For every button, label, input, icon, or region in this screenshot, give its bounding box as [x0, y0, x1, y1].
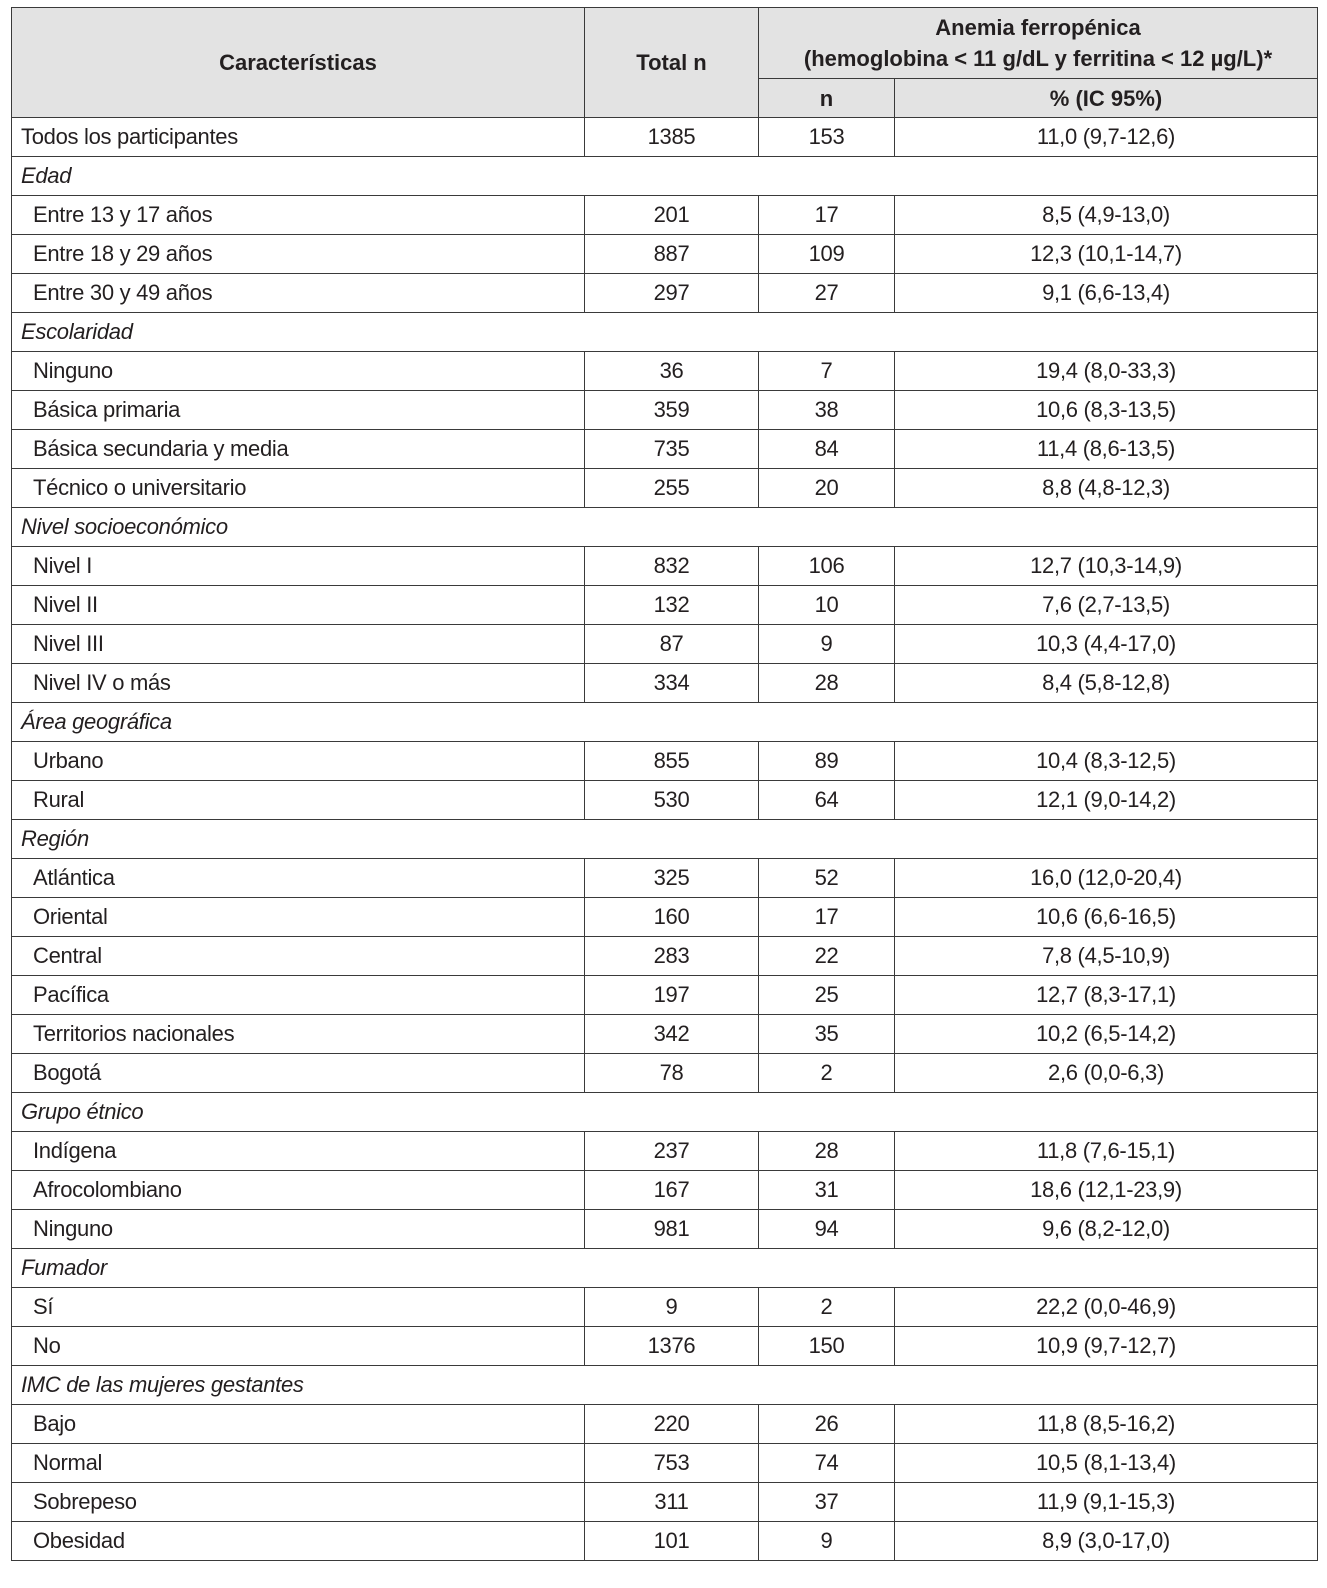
header-anemia-group — [759, 8, 1318, 79]
anemia-table — [11, 7, 1318, 1561]
n-cell: 94 — [759, 1210, 895, 1249]
header-anemia-title: Anemia ferropénica — [935, 15, 1141, 40]
row-label: Ninguno — [12, 1210, 585, 1249]
pct-cell: 10,4 (8,3-12,5) — [895, 742, 1318, 781]
n-cell: 27 — [759, 274, 895, 313]
total-cell: 237 — [585, 1132, 759, 1171]
total-cell: 1385 — [585, 118, 759, 157]
n-cell: 28 — [759, 664, 895, 703]
pct-cell: 9,6 (8,2-12,0) — [895, 1210, 1318, 1249]
pct-cell: 10,6 (6,6-16,5) — [895, 898, 1318, 937]
table-row — [12, 1132, 1318, 1171]
table-row — [12, 781, 1318, 820]
n-cell: 28 — [759, 1132, 895, 1171]
row-label: Entre 18 y 29 años — [12, 235, 585, 274]
header-total: Total n — [585, 8, 759, 118]
n-cell: 52 — [759, 859, 895, 898]
table-row — [12, 859, 1318, 898]
category-label: Edad — [12, 157, 1318, 196]
category-row — [12, 157, 1318, 196]
table-row — [12, 1171, 1318, 1210]
total-cell: 1376 — [585, 1327, 759, 1366]
total-cell: 87 — [585, 625, 759, 664]
total-cell: 855 — [585, 742, 759, 781]
n-cell: 153 — [759, 118, 895, 157]
table-row — [12, 1522, 1318, 1561]
n-cell: 10 — [759, 586, 895, 625]
pct-cell: 10,6 (8,3-13,5) — [895, 391, 1318, 430]
pct-cell: 7,8 (4,5-10,9) — [895, 937, 1318, 976]
table-row — [12, 742, 1318, 781]
row-label: Sí — [12, 1288, 585, 1327]
category-row — [12, 820, 1318, 859]
row-label: Nivel III — [12, 625, 585, 664]
total-cell: 36 — [585, 352, 759, 391]
row-label: Ninguno — [12, 352, 585, 391]
row-label: Urbano — [12, 742, 585, 781]
row-label: Normal — [12, 1444, 585, 1483]
table-body — [12, 118, 1318, 1561]
table-row — [12, 430, 1318, 469]
total-cell: 530 — [585, 781, 759, 820]
row-label: Básica primaria — [12, 391, 585, 430]
category-label: Escolaridad — [12, 313, 1318, 352]
category-label: Fumador — [12, 1249, 1318, 1288]
table-row — [12, 937, 1318, 976]
row-label: Bogotá — [12, 1054, 585, 1093]
pct-cell: 10,3 (4,4-17,0) — [895, 625, 1318, 664]
table-row — [12, 1405, 1318, 1444]
table-row — [12, 118, 1318, 157]
n-cell: 35 — [759, 1015, 895, 1054]
row-label: Bajo — [12, 1405, 585, 1444]
pct-cell: 8,8 (4,8-12,3) — [895, 469, 1318, 508]
pct-cell: 8,4 (5,8-12,8) — [895, 664, 1318, 703]
total-cell: 981 — [585, 1210, 759, 1249]
total-cell: 832 — [585, 547, 759, 586]
total-cell: 334 — [585, 664, 759, 703]
header-anemia-definition: (hemoglobina < 11 g/dL y ferritina < 12 µg/L)* — [803, 46, 1273, 71]
category-row — [12, 313, 1318, 352]
row-label: Técnico o universitario — [12, 469, 585, 508]
n-cell: 9 — [759, 1522, 895, 1561]
total-cell: 160 — [585, 898, 759, 937]
category-label: Grupo étnico — [12, 1093, 1318, 1132]
n-cell: 84 — [759, 430, 895, 469]
category-row — [12, 1249, 1318, 1288]
category-label: Nivel socioeconómico — [12, 508, 1318, 547]
pct-cell: 8,5 (4,9-13,0) — [895, 196, 1318, 235]
pct-cell: 11,8 (7,6-15,1) — [895, 1132, 1318, 1171]
pct-cell: 11,8 (8,5-16,2) — [895, 1405, 1318, 1444]
pct-cell: 8,9 (3,0-17,0) — [895, 1522, 1318, 1561]
n-cell: 38 — [759, 391, 895, 430]
n-cell: 2 — [759, 1288, 895, 1327]
row-label: Todos los participantes — [12, 118, 585, 157]
row-label: Atlántica — [12, 859, 585, 898]
pct-cell: 2,6 (0,0-6,3) — [895, 1054, 1318, 1093]
pct-cell: 16,0 (12,0-20,4) — [895, 859, 1318, 898]
total-cell: 167 — [585, 1171, 759, 1210]
table-row — [12, 586, 1318, 625]
table-row — [12, 196, 1318, 235]
total-cell: 753 — [585, 1444, 759, 1483]
pct-cell: 11,0 (9,7-12,6) — [895, 118, 1318, 157]
pct-cell: 9,1 (6,6-13,4) — [895, 274, 1318, 313]
total-cell: 132 — [585, 586, 759, 625]
pct-cell: 12,7 (8,3-17,1) — [895, 976, 1318, 1015]
total-cell: 9 — [585, 1288, 759, 1327]
row-label: Afrocolombiano — [12, 1171, 585, 1210]
n-cell: 22 — [759, 937, 895, 976]
table-row — [12, 274, 1318, 313]
n-cell: 64 — [759, 781, 895, 820]
table-row — [12, 664, 1318, 703]
pct-cell: 22,2 (0,0-46,9) — [895, 1288, 1318, 1327]
pct-cell: 10,9 (9,7-12,7) — [895, 1327, 1318, 1366]
table-row — [12, 898, 1318, 937]
table-container — [11, 7, 1318, 1561]
total-cell: 197 — [585, 976, 759, 1015]
n-cell: 25 — [759, 976, 895, 1015]
row-label: Nivel IV o más — [12, 664, 585, 703]
table-row — [12, 235, 1318, 274]
row-label: Nivel II — [12, 586, 585, 625]
category-label: IMC de las mujeres gestantes — [12, 1366, 1318, 1405]
n-cell: 20 — [759, 469, 895, 508]
table-row — [12, 976, 1318, 1015]
table-row — [12, 1327, 1318, 1366]
n-cell: 17 — [759, 196, 895, 235]
table-header — [12, 8, 1318, 118]
table-row — [12, 391, 1318, 430]
n-cell: 74 — [759, 1444, 895, 1483]
category-label: Área geográfica — [12, 703, 1318, 742]
total-cell: 359 — [585, 391, 759, 430]
row-label: Pacífica — [12, 976, 585, 1015]
row-label: Obesidad — [12, 1522, 585, 1561]
pct-cell: 12,7 (10,3-14,9) — [895, 547, 1318, 586]
table-row — [12, 1483, 1318, 1522]
row-label: Sobrepeso — [12, 1483, 585, 1522]
row-label: Nivel I — [12, 547, 585, 586]
header-characteristics: Características — [12, 8, 585, 118]
total-cell: 887 — [585, 235, 759, 274]
n-cell: 150 — [759, 1327, 895, 1366]
total-cell: 297 — [585, 274, 759, 313]
n-cell: 26 — [759, 1405, 895, 1444]
total-cell: 255 — [585, 469, 759, 508]
row-label: Indígena — [12, 1132, 585, 1171]
table-row — [12, 352, 1318, 391]
row-label: No — [12, 1327, 585, 1366]
n-cell: 2 — [759, 1054, 895, 1093]
total-cell: 220 — [585, 1405, 759, 1444]
n-cell: 17 — [759, 898, 895, 937]
row-label: Oriental — [12, 898, 585, 937]
row-label: Básica secundaria y media — [12, 430, 585, 469]
pct-cell: 10,5 (8,1-13,4) — [895, 1444, 1318, 1483]
table-row — [12, 625, 1318, 664]
n-cell: 7 — [759, 352, 895, 391]
pct-cell: 19,4 (8,0-33,3) — [895, 352, 1318, 391]
pct-cell: 7,6 (2,7-13,5) — [895, 586, 1318, 625]
row-label: Territorios nacionales — [12, 1015, 585, 1054]
n-cell: 89 — [759, 742, 895, 781]
total-cell: 311 — [585, 1483, 759, 1522]
pct-cell: 12,3 (10,1-14,7) — [895, 235, 1318, 274]
table-row — [12, 1288, 1318, 1327]
category-row — [12, 1093, 1318, 1132]
header-pct: % (IC 95%) — [895, 79, 1318, 118]
row-label: Central — [12, 937, 585, 976]
category-row — [12, 508, 1318, 547]
total-cell: 101 — [585, 1522, 759, 1561]
category-row — [12, 703, 1318, 742]
table-row — [12, 1444, 1318, 1483]
table-row — [12, 1210, 1318, 1249]
n-cell: 106 — [759, 547, 895, 586]
pct-cell: 11,4 (8,6-13,5) — [895, 430, 1318, 469]
n-cell: 109 — [759, 235, 895, 274]
row-label: Entre 30 y 49 años — [12, 274, 585, 313]
total-cell: 735 — [585, 430, 759, 469]
pct-cell: 12,1 (9,0-14,2) — [895, 781, 1318, 820]
row-label: Rural — [12, 781, 585, 820]
total-cell: 342 — [585, 1015, 759, 1054]
total-cell: 201 — [585, 196, 759, 235]
total-cell: 325 — [585, 859, 759, 898]
category-label: Región — [12, 820, 1318, 859]
total-cell: 283 — [585, 937, 759, 976]
n-cell: 9 — [759, 625, 895, 664]
pct-cell: 11,9 (9,1-15,3) — [895, 1483, 1318, 1522]
table-row — [12, 547, 1318, 586]
header-n: n — [759, 79, 895, 118]
table-row — [12, 1054, 1318, 1093]
pct-cell: 10,2 (6,5-14,2) — [895, 1015, 1318, 1054]
row-label: Entre 13 y 17 años — [12, 196, 585, 235]
total-cell: 78 — [585, 1054, 759, 1093]
n-cell: 31 — [759, 1171, 895, 1210]
table-row — [12, 1015, 1318, 1054]
table-row — [12, 469, 1318, 508]
category-row — [12, 1366, 1318, 1405]
pct-cell: 18,6 (12,1-23,9) — [895, 1171, 1318, 1210]
n-cell: 37 — [759, 1483, 895, 1522]
